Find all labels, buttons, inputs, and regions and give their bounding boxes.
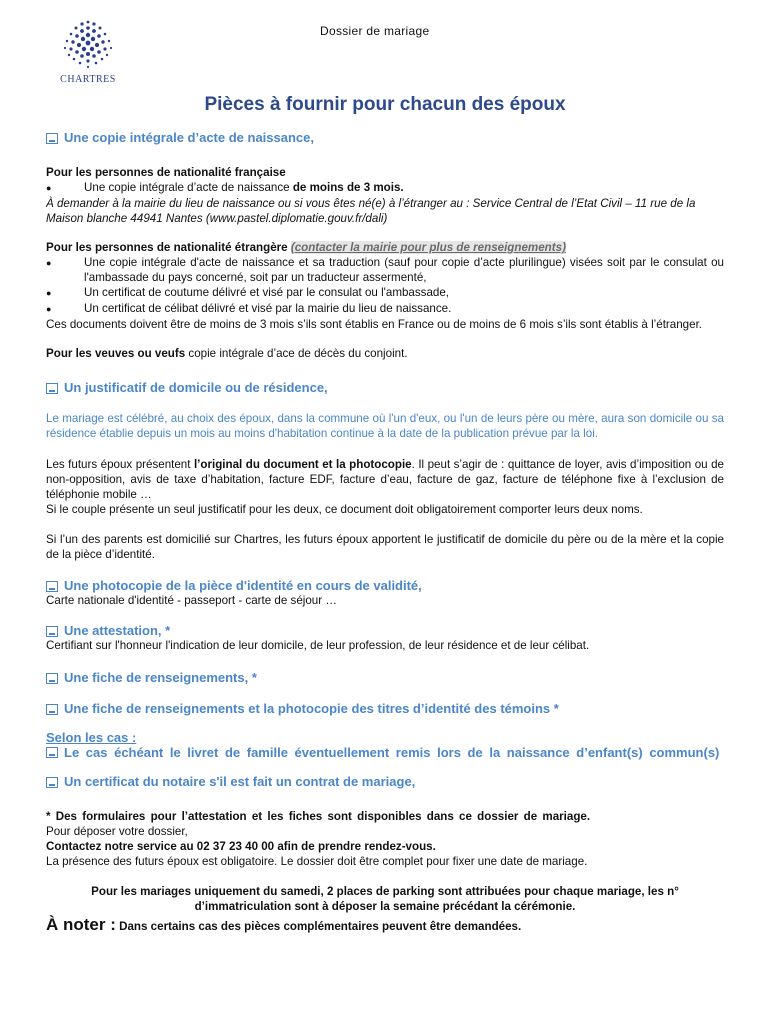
section-heading-text: Une fiche de renseignements et la photocopie des titres d’identité des témoins * <box>64 701 559 716</box>
presence-requirement: La présence des futurs époux est obligatoire. Le dossier doit être complet pour fixer une date de mariage. <box>46 855 588 868</box>
id-documents-list: Carte nationale d'identité - passeport - carte de séjour … <box>46 594 337 607</box>
list-item-text: Une copie intégrale d'acte de naissance et sa traduction (sauf pour copie d’acte plurilingue) visées soit par le consulat ou l'ambassade du pays concerné, soit par un traducteur assermenté, <box>84 256 724 284</box>
checkbox-icon <box>46 704 58 715</box>
section-heading-witnesses <box>46 701 724 716</box>
list-item <box>46 301 724 317</box>
section-heading-attestation <box>46 623 724 638</box>
attestation-text: Certifiant sur l'honneur l'indication de leur domicile, de leur profession, de leur résidence et de leur célibat. <box>46 639 590 652</box>
domicile-documents-paragraph: Les futurs époux présentent l’original du document et la photocopie. Il peut s’agir de : quittance de loyer, avis d’imposition ou de non-opposition, avis de taxe d’habitation, facture EDF, facture d’eau, facture de gaz, facture de téléphone fixe à l’exclusion de téléphonie mobile … <box>46 458 724 501</box>
parents-domicile-note: Si l’un des parents est domicilié sur Chartres, les futurs époux apportent le justificatif de domicile du père ou de la mère et la copie de la pièce d’identité. <box>46 533 724 561</box>
section-heading-notary <box>46 774 724 789</box>
section-heading-birth-certificate <box>46 130 724 145</box>
section-heading-text: Le cas échéant le livret de famille éventuellement remis lors de la naissance d’enfant(s) commun(s) <box>64 745 720 760</box>
selon-les-cas-label: Selon les cas : <box>46 730 137 745</box>
section-heading-text: Une photocopie de la pièce d'identité en cours de validité, <box>64 578 422 593</box>
list-item-text: Un certificat de coutume délivré et visé par le consulat ou l'ambassade, <box>84 286 450 299</box>
documents-validity-note: Ces documents doivent être de moins de 3 mois s’ils sont établis en France ou de moins de 6 mois s’ils sont établis à l’étranger. <box>46 318 703 331</box>
section-heading-text: Une copie intégrale d’acte de naissance, <box>64 130 314 145</box>
widow-text: copie intégrale d’ace de décès du conjoint. <box>185 347 408 360</box>
bullet-icon <box>46 285 84 301</box>
a-noter-line <box>46 917 724 934</box>
section-heading-id-copy <box>46 578 724 593</box>
single-proof-note: Si le couple présente un seul justificatif pour les deux, ce document doit obligatoirement comporter leurs deux noms. <box>46 503 643 516</box>
checkbox-icon <box>46 133 58 144</box>
page-title: Pièces à fournir pour chacun des époux <box>204 94 566 115</box>
checkbox-icon <box>46 747 58 758</box>
widow-label: Pour les veuves ou veufs <box>46 347 186 360</box>
list-item <box>46 255 724 285</box>
a-noter-label: À noter : <box>46 915 116 934</box>
a-noter-text: Dans certains cas des pièces complémentaires peuvent être demandées. <box>115 920 522 933</box>
domicile-law-paragraph: Le mariage est célébré, au choix des époux, dans la commune où l'un d'eux, ou l'un de leurs père ou mère, aura son domicile ou sa résidence établie depuis un mois au moins d'habitation continue à la date de la publication prévue par la loi. <box>46 412 724 440</box>
bullet-icon <box>46 301 84 317</box>
section-heading-info-sheet <box>46 670 724 685</box>
nantes-instructions: À demander à la mairie du lieu de naissance ou si vous êtes né(e) à l’étranger au : Service Central de l’Etat Civil – 11 rue de la Maison blanche 44941 Nantes (www.pastel.diplomatie.gouv.fr/dali) <box>46 197 696 225</box>
foreign-nationality-line <box>46 240 724 255</box>
list-item-text: Un certificat de célibat délivré et visé par la mairie du lieu de naissance. <box>84 302 452 315</box>
checkbox-icon <box>46 383 58 394</box>
section-heading-text: Un certificat du notaire s'il est fait un contrat de mariage, <box>64 774 416 789</box>
contact-mairie-link[interactable]: (contacter la mairie pour plus de renseignements) <box>290 241 566 254</box>
widow-line <box>46 346 724 361</box>
header-title: Dossier de mariage <box>320 24 430 38</box>
checkbox-icon <box>46 673 58 684</box>
foreign-nationality-label: Pour les personnes de nationalité étrangère <box>46 241 291 254</box>
bullet-icon <box>46 180 84 196</box>
section-heading-family-book <box>46 745 724 760</box>
section-heading-text: Une attestation, * <box>64 623 171 638</box>
checkbox-icon <box>46 626 58 637</box>
chartres-logo <box>52 14 124 90</box>
checkbox-icon <box>46 777 58 788</box>
list-item-text: Une copie intégrale d’acte de naissance de moins de 3 mois. <box>84 181 404 194</box>
section-heading-text: Un justificatif de domicile ou de résidence, <box>64 380 328 395</box>
french-nationality-label: Pour les personnes de nationalité française <box>46 166 286 179</box>
contact-phone-line: Contactez notre service au 02 37 23 40 00 afin de prendre rendez-vous. <box>46 840 436 853</box>
list-item <box>46 180 724 196</box>
section-heading-text: Une fiche de renseignements, * <box>64 670 257 685</box>
logo-text: CHARTRES <box>60 74 116 85</box>
checkbox-icon <box>46 581 58 592</box>
content <box>46 130 724 934</box>
deposit-instructions: Pour déposer votre dossier, <box>46 825 188 838</box>
section-heading-domicile <box>46 380 724 395</box>
bullet-icon <box>46 255 84 285</box>
forms-availability-note: * Des formulaires pour l’attestation et les fiches sont disponibles dans ce dossier de mariage. <box>46 810 591 823</box>
parking-note: Pour les mariages uniquement du samedi, 2 places de parking sont attribuées pour chaque mariage, les n° d’immatriculation sont à déposer la semaine précédant la cérémonie. <box>91 885 679 913</box>
logo-dots-icon <box>52 14 124 74</box>
list-item <box>46 285 724 301</box>
